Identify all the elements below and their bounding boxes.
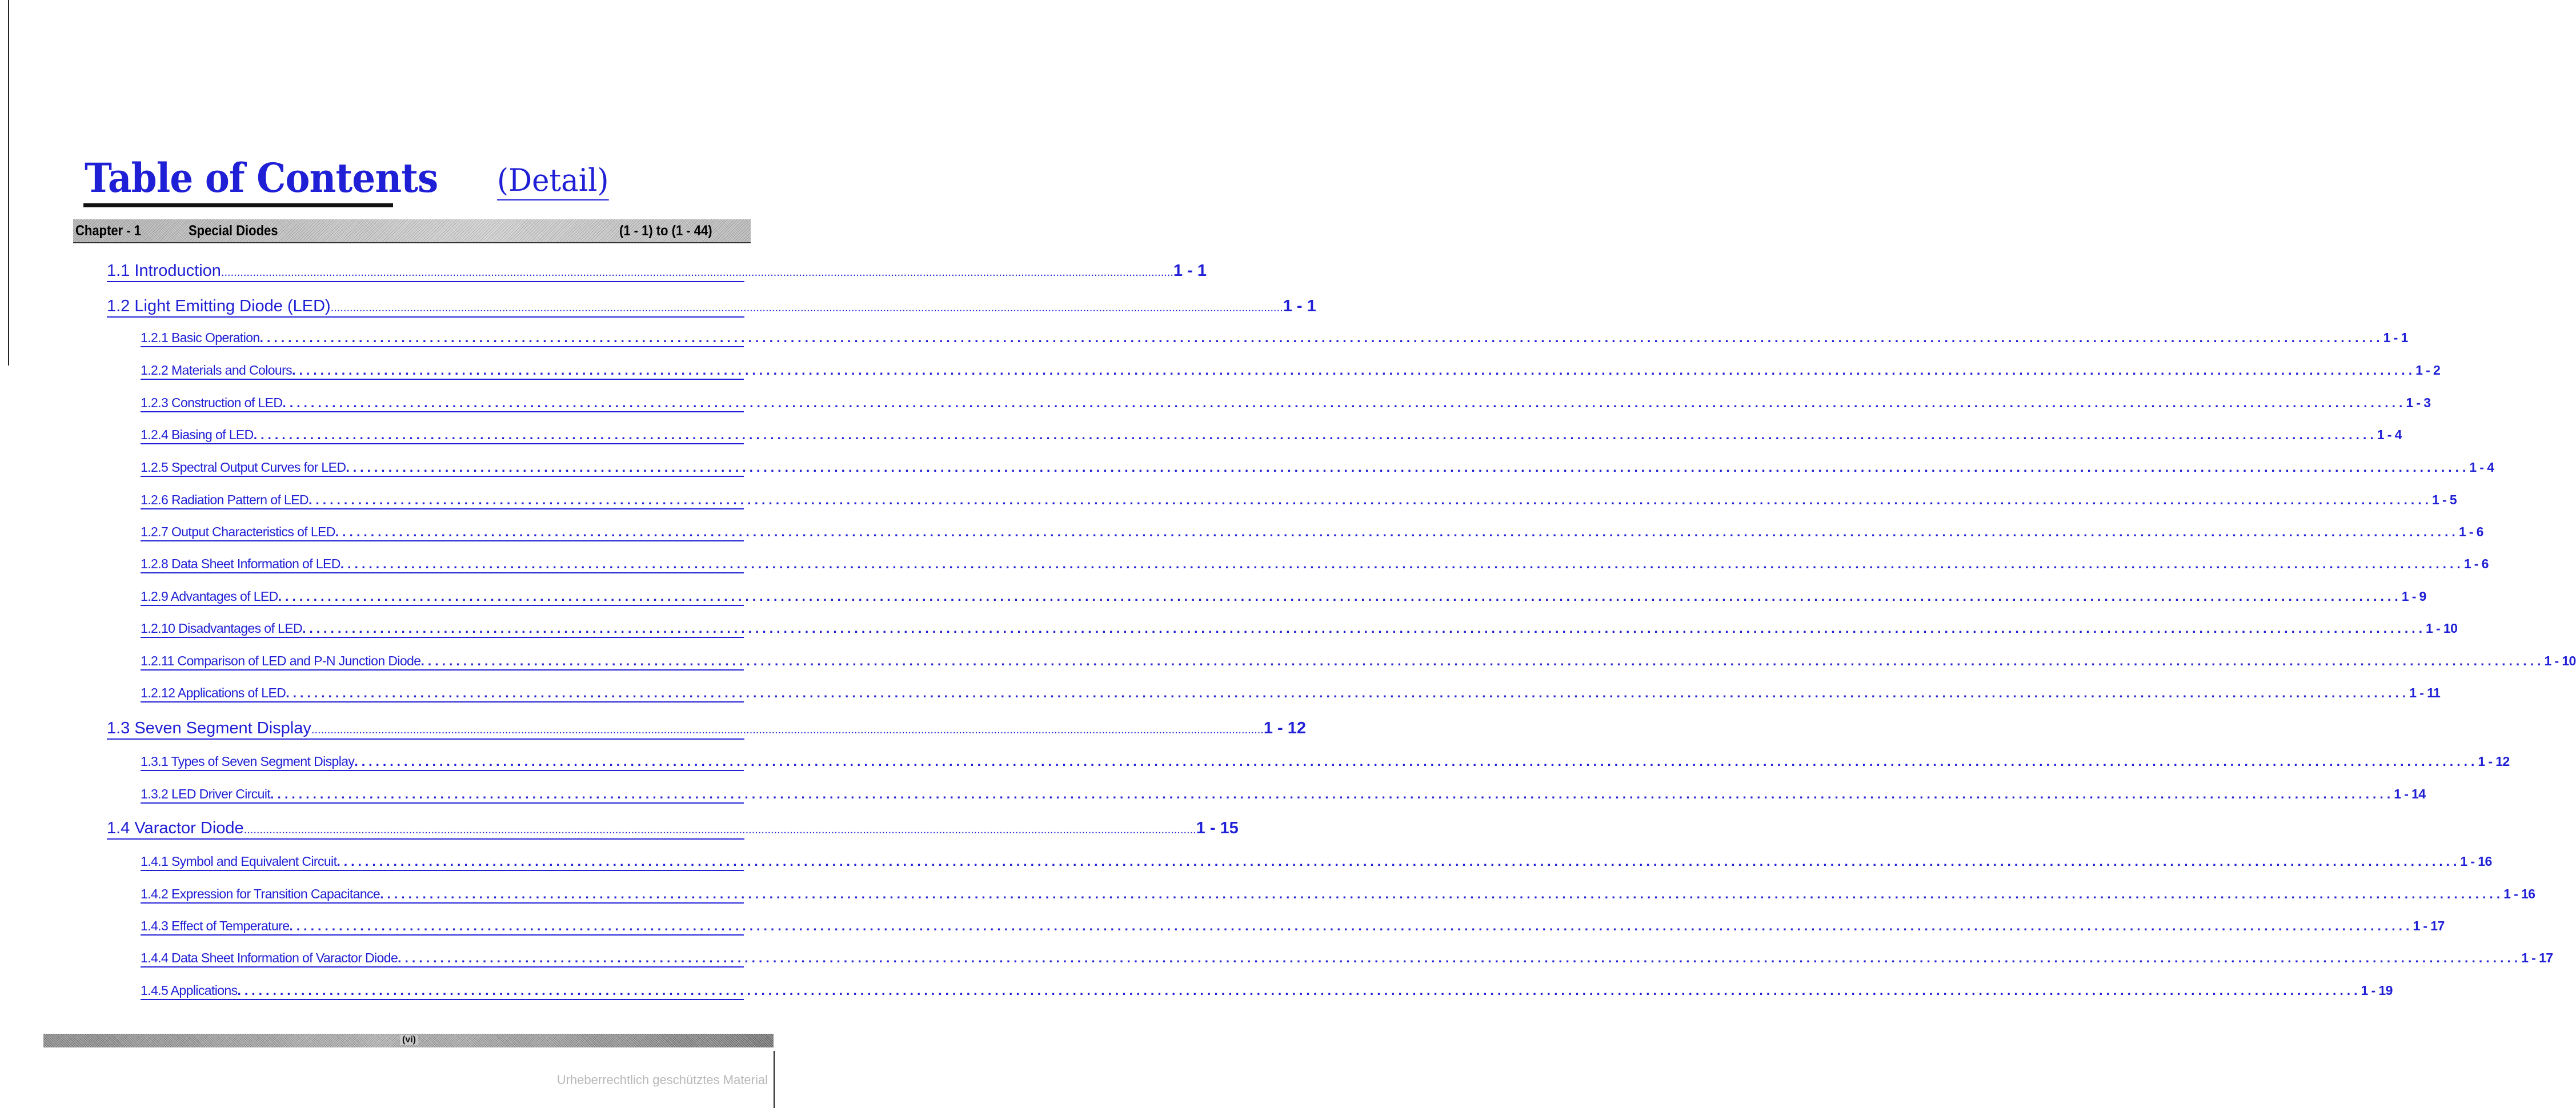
toc-entry-label: 1.2.8 Data Sheet Information of LED bbox=[141, 556, 340, 571]
toc-subsection-entry[interactable] bbox=[141, 588, 2426, 606]
toc-entry-page: 1 - 16 bbox=[2460, 854, 2492, 869]
toc-entry-page: 1 - 10 bbox=[2426, 621, 2458, 636]
toc-entry-page: 1 - 10 bbox=[2544, 653, 2576, 668]
toc-subsection-entry[interactable] bbox=[141, 853, 2492, 871]
chapter-label: Chapter - 1 bbox=[75, 223, 141, 239]
toc-subsection-entry[interactable] bbox=[141, 652, 2576, 671]
toc-dot-leader: ............................................................................................................................................................................................................................................................................................................ bbox=[398, 950, 2522, 965]
toc-entry-page: 1 - 16 bbox=[2503, 886, 2535, 901]
toc-entry-label: 1.2.11 Comparison of LED and P-N Junction Diode bbox=[141, 653, 421, 668]
toc-subsection-entry[interactable] bbox=[141, 785, 2426, 804]
toc-entry-page: 1 - 5 bbox=[2432, 492, 2457, 507]
toc-dot-leader: ............................................................................................................................................................................................................................................................................................................ bbox=[282, 395, 2406, 410]
toc-entry-page: 1 - 12 bbox=[1263, 719, 1307, 737]
toc-dot-leader: ............................................................................................................................................................................................................................................................................................................ bbox=[243, 824, 1196, 836]
toc-entry-page: 1 - 17 bbox=[2413, 918, 2445, 933]
toc-subsection-entry[interactable] bbox=[141, 555, 2489, 573]
toc-entry-label: 1.4.2 Expression for Transition Capacitance bbox=[141, 886, 380, 901]
toc-dot-leader: ............................................................................................................................................................................................................................................................................................................ bbox=[302, 621, 2426, 636]
toc-dot-leader: ............................................................................................................................................................................................................................................................................................................ bbox=[330, 302, 1283, 314]
toc-subsection-entry[interactable] bbox=[141, 426, 2402, 444]
toc-dot-leader: ............................................................................................................................................................................................................................................................................................................ bbox=[308, 492, 2433, 507]
page-subtitle: (Detail) bbox=[497, 162, 609, 200]
toc-entry-label: 1.2.9 Advantages of LED bbox=[141, 589, 278, 604]
toc-dot-leader: ............................................................................................................................................................................................................................................................................................................ bbox=[335, 524, 2459, 539]
toc-subsection-entry[interactable] bbox=[141, 394, 2431, 412]
toc-dot-leader: ............................................................................................................................................................................................................................................................................................................ bbox=[286, 685, 2410, 700]
toc-dot-leader: ............................................................................................................................................................................................................................................................................................................ bbox=[292, 363, 2416, 378]
toc-subsection-entry[interactable] bbox=[141, 523, 2483, 541]
toc-entry-page: 1 - 14 bbox=[2394, 786, 2426, 801]
toc-entry-page: 1 - 12 bbox=[2478, 754, 2510, 769]
copyright-watermark: Urheberrechtlich geschütztes Material bbox=[556, 1073, 768, 1087]
toc-entry-label: 1.4 Varactor Diode bbox=[107, 819, 244, 837]
toc-dot-leader: ............................................................................................................................................................................................................................................................................................................ bbox=[270, 786, 2394, 801]
toc-section-entry[interactable] bbox=[107, 818, 1239, 840]
toc-entry-label: 1.3.1 Types of Seven Segment Display bbox=[141, 754, 355, 769]
toc-entry-page: 1 - 1 bbox=[2383, 330, 2408, 345]
toc-entry-page: 1 - 4 bbox=[2469, 460, 2494, 475]
toc-entry-label: 1.2.2 Materials and Colours bbox=[141, 363, 293, 378]
toc-entry-label: 1.2.12 Applications of LED bbox=[141, 685, 286, 700]
page-title: Table of Contents bbox=[85, 154, 438, 202]
toc-entry-page: 1 - 19 bbox=[2361, 983, 2393, 998]
toc-dot-leader: ............................................................................................................................................................................................................................................................................................................ bbox=[311, 724, 1264, 736]
toc-dot-leader: ............................................................................................................................................................................................................................................................................................................ bbox=[237, 983, 2361, 998]
toc-dot-leader: ............................................................................................................................................................................................................................................................................................................ bbox=[253, 427, 2377, 442]
toc-entry-label: 1.4.5 Applications bbox=[141, 983, 238, 998]
toc-entry-label: 1.3 Seven Segment Display bbox=[107, 719, 311, 737]
toc-entry-label: 1.2.5 Spectral Output Curves for LED bbox=[141, 460, 346, 475]
toc-dot-leader: ............................................................................................................................................................................................................................................................................................................ bbox=[336, 854, 2461, 869]
toc-entry-label: 1.2.4 Biasing of LED bbox=[141, 427, 254, 442]
right-margin-line bbox=[774, 1051, 775, 1108]
toc-entry-page: 1 - 1 bbox=[1173, 262, 1207, 280]
toc-dot-leader: ............................................................................................................................................................................................................................................................................................................ bbox=[340, 556, 2464, 571]
toc-entry-label: 1.2.6 Radiation Pattern of LED bbox=[141, 492, 309, 507]
toc-dot-leader: ............................................................................................................................................................................................................................................................................................................ bbox=[259, 330, 2383, 345]
toc-entry-label: 1.2.10 Disadvantages of LED bbox=[141, 621, 302, 636]
toc-entry-page: 1 - 15 bbox=[1196, 819, 1239, 837]
toc-subsection-entry[interactable] bbox=[141, 329, 2408, 347]
toc-entry-label: 1.2.3 Construction of LED bbox=[141, 395, 283, 410]
toc-entry-page: 1 - 4 bbox=[2377, 427, 2402, 442]
toc-dot-leader: ............................................................................................................................................................................................................................................................................................................ bbox=[346, 460, 2470, 475]
toc-entry-label: 1.4.3 Effect of Temperature bbox=[141, 918, 290, 933]
toc-entry-page: 1 - 9 bbox=[2401, 589, 2426, 604]
toc-subsection-entry[interactable] bbox=[141, 885, 2535, 904]
toc-entry-label: 1.2 Light Emitting Diode (LED) bbox=[107, 297, 331, 315]
toc-entry-page: 1 - 6 bbox=[2463, 556, 2489, 571]
toc-entry-label: 1.2.7 Output Characteristics of LED bbox=[141, 524, 335, 539]
toc-entry-page: 1 - 3 bbox=[2406, 395, 2431, 410]
toc-entry-page: 1 - 17 bbox=[2521, 950, 2553, 965]
toc-entry-label: 1.3.2 LED Driver Circuit bbox=[141, 786, 271, 801]
left-margin-line bbox=[8, 0, 9, 366]
toc-title bbox=[85, 154, 609, 202]
toc-section-entry[interactable] bbox=[107, 260, 1207, 282]
toc-section-entry[interactable] bbox=[107, 296, 1316, 318]
toc-subsection-entry[interactable] bbox=[141, 459, 2494, 477]
toc-section-entry[interactable] bbox=[107, 718, 1307, 740]
toc-dot-leader: ............................................................................................................................................................................................................................................................................................................ bbox=[380, 886, 2504, 901]
title-underline-bar bbox=[83, 203, 393, 207]
page-number: (vi) bbox=[400, 1035, 418, 1045]
toc-entry-page: 1 - 6 bbox=[2458, 524, 2483, 539]
toc-entry-page: 1 - 11 bbox=[2409, 685, 2441, 700]
chapter-name: Special Diodes bbox=[189, 223, 278, 239]
toc-subsection-entry[interactable] bbox=[141, 917, 2445, 936]
toc-dot-leader: ............................................................................................................................................................................................................................................................................................................ bbox=[221, 266, 1173, 279]
toc-dot-leader: ............................................................................................................................................................................................................................................................................................................ bbox=[278, 589, 2402, 604]
toc-subsection-entry[interactable] bbox=[141, 949, 2553, 968]
toc-dot-leader: ............................................................................................................................................................................................................................................................................................................ bbox=[289, 918, 2413, 933]
toc-entry-label: 1.2.1 Basic Operation bbox=[141, 330, 260, 345]
toc-entry-label: 1.4.1 Symbol and Equivalent Circuit bbox=[141, 854, 337, 869]
chapter-header-bar bbox=[73, 219, 751, 243]
toc-entry-label: 1.4.4 Data Sheet Information of Varactor Diode bbox=[141, 950, 398, 965]
toc-entry-label: 1.1 Introduction bbox=[107, 262, 221, 280]
toc-dot-leader: ............................................................................................................................................................................................................................................................................................................ bbox=[420, 653, 2545, 668]
toc-subsection-entry[interactable] bbox=[141, 620, 2458, 638]
toc-entry-page: 1 - 2 bbox=[2415, 363, 2441, 378]
toc-entry-page: 1 - 1 bbox=[1283, 297, 1316, 315]
toc-subsection-entry[interactable] bbox=[141, 362, 2441, 380]
toc-subsection-entry[interactable] bbox=[141, 684, 2441, 702]
toc-dot-leader: ............................................................................................................................................................................................................................................................................................................ bbox=[354, 754, 2478, 769]
toc-subsection-entry[interactable] bbox=[141, 491, 2457, 509]
chapter-page-range: (1 - 1) to (1 - 44) bbox=[619, 223, 712, 239]
toc-subsection-entry[interactable] bbox=[141, 982, 2393, 1000]
toc-subsection-entry[interactable] bbox=[141, 753, 2510, 771]
